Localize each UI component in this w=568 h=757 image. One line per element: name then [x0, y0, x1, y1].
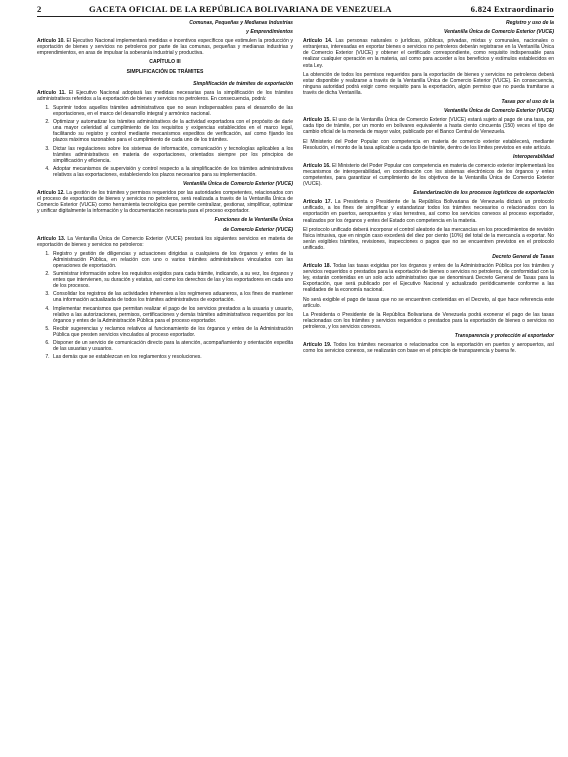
section-heading: de Comercio Exterior (VUCE) — [223, 226, 293, 233]
article-18-paragraph: La Presidenta o Presidente de la República Bolivariana de Venezuela podrá exonerar el pago de las tasas relacionadas con los trámites y servicios requeridos o prestados para la exportación de bienes o servicios no petroleros, y los servicios conexos. — [303, 311, 554, 330]
article-15-paragraph: El Ministerio del Poder Popular con competencia en materia de comercio exterior establecerá, mediante Resolución, el monto de la tasa aplicable a cada tipo de trámite, dentro de los límites previstos en este artículo. — [303, 138, 554, 151]
chapter-number: CAPÍTULO III — [149, 59, 181, 66]
list-item: 7. Las demás que se establezcan en los reglamentos y resoluciones. — [51, 354, 293, 360]
article-label: Artículo 15. — [303, 117, 331, 124]
list-item: 6. Disponer de un servicio de comunicación directo para la atención, acompañamiento y orientación expedita de las usuarias y usuarios. — [51, 340, 293, 352]
section-heading: Transparencia y protección al exportador — [454, 333, 554, 340]
section-heading: Registro y uso de la — [506, 20, 554, 26]
section-heading: Interoperabilidad — [513, 153, 554, 160]
article-label: Artículo 17. — [303, 199, 332, 206]
list-item: 2. Suministrar información sobre los requisitos exigidos para cada trámite, indicando, a su vez, los órganos y entes que intervienen, su duración y estatus, así como los derechos de las y los exportadores en cada uno de los procesos. — [51, 271, 293, 289]
list-item: 5. Recibir sugerencias y reclamos relativos al funcionamiento de los órganos y entes de la Administración Pública que presten servicios vinculados al proceso exportador. — [51, 326, 293, 338]
article-11-list — [37, 105, 293, 178]
article-label: Artículo 16. — [303, 162, 331, 169]
article-10: Artículo 10. El Ejecutivo Nacional implementará medidas e incentivos específicos que estimulen la producción y exportación de bienes y servicios no petroleros por parte de las comunas, pequeñas y medianas industrias y emprendimientos, en aras de impulsar la soberanía industrial y productiva. — [37, 38, 293, 57]
left-column — [37, 20, 293, 363]
header-rule — [37, 16, 554, 17]
gazette-title: GACETA OFICIAL DE LA REPÚBLICA BOLIVARIANA DE VENEZUELA — [89, 4, 392, 14]
section-heading: Ventanilla Única de Comercio Exterior (VUCE) — [443, 108, 554, 115]
article-19: Artículo 19. Todos los trámites necesarios o relacionados con la exportación en puertos y aeropuertos, así como los servicios conexos, se realizarán con base en el principio de transparencia y buena fe. — [303, 342, 555, 355]
section-heading: Ventanilla Única de Comercio Exterior (VUCE) — [182, 180, 293, 187]
article-label: Artículo 14. — [303, 38, 333, 45]
list-item: 1. Suprimir todos aquellos trámites administrativos que no sean indispensables para el desarrollo de las exportaciones, en el marco del desarrollo integral y armónico nacional. — [51, 105, 293, 117]
list-item: 3. Consolidar los registros de las actividades inherentes a los regímenes aduaneros, a los fines de mantener una información actualizada de todos los trámites administrativos de exportación. — [51, 291, 293, 303]
list-item: 4. Implementar mecanismos que permitan realizar el pago de los servicios prestados a la usuaria y usuario, relativo a las autorizaciones, permisos, certificaciones y demás trámites administrativos requeridos por los órganos y entes de la Administración Pública para el proceso exportador. — [51, 306, 293, 324]
section-heading: Tasas por el uso de la — [501, 99, 554, 106]
article-14: Artículo 14. Las personas naturales o jurídicas, públicas, privadas, mixtas y comunales, nacionales o extranjeras, interesadas en exportar bienes o servicios no petroleros deberán registrarse en la Ventanilla Única de Comercio Exterior (VUCE) y obtener el certificado correspondiente, como requisito indispensable para realizar cualquier operación en la materia, así como para acceder a los beneficios y estímulos establecidos en esta Ley. — [303, 38, 554, 69]
article-11: Artículo 11. El Ejecutivo Nacional adoptará las medidas necesarias para la simplificación de los trámites administrativos referidos a la exportación de bienes y servicios no petroleros. En consecuencia, podrá: — [37, 89, 293, 102]
section-heading: Decreto General de Tasas — [492, 254, 554, 260]
list-item: 2. Optimizar y automatizar los trámites administrativos de la actividad exportadora con el propósito de darle una mayor celeridad al cumplimiento de los requisitos y exigencias establecidos en el marco legal, facilitando su registro y control mediante mecanismos expeditos de verificación, así como fijando los plazos máximos razonables para el cumplimiento de cada uno de los trámites. — [51, 119, 293, 143]
article-label: Artículo 13. — [37, 235, 66, 242]
right-column — [303, 20, 554, 357]
section-heading: Funciones de la Ventanilla Única — [214, 217, 293, 224]
section-heading: Comunas, Pequeñas y Medianas Industrias — [189, 20, 293, 26]
list-item: 3. Dictar las regulaciones sobre los sistemas de información, comunicación y tecnologías aplicables a los trámites administrativos en materia de exportaciones, orientados siempre por los principios de simplificación y eficiencia. — [51, 146, 293, 164]
gazette-header — [37, 4, 554, 16]
page-number: 2 — [37, 4, 42, 14]
article-13-list — [37, 251, 293, 361]
article-label: Artículo 12. — [37, 190, 65, 197]
section-heading: Estandarización de los procesos logísticos de exportación — [413, 190, 554, 197]
article-label: Artículo 19. — [303, 342, 332, 349]
article-13: Artículo 13. La Ventanilla Única de Comercio Exterior (VUCE) prestará los siguientes servicios en materia de exportación de bienes y servicios no petroleros: — [37, 235, 293, 248]
article-label: Artículo 11. — [37, 89, 66, 96]
list-item: 4. Adoptar mecanismos de supervisión y control respecto a la simplificación de los trámites administrativos relativos a las exportaciones, estableciendo los plazos necesarios para su implementación. — [51, 166, 293, 178]
article-label: Artículo 10. — [37, 38, 65, 45]
section-heading: y Emprendimientos — [246, 29, 293, 36]
list-item: 1. Registro y gestión de diligencias y actuaciones dirigidas a cualquiera de los órganos y entes de la Administración Pública, en relación con uno o varios trámites administrativos vinculados con las operaciones de exportación. — [51, 251, 293, 269]
chapter-title: SIMPLIFICACIÓN DE TRÁMITES — [126, 68, 204, 75]
article-17: Artículo 17. La Presidenta o Presidente de la República Bolivariana de Venezuela dictará un protocolo unificado, a los fines de simplificar y estandarizar todos los trámites necesarios o relacionados con la exportación en puertos, aeropuertos y vías terrestres, así como los servicios conexos al proceso exportador, realizados por los órganos y entes del Estado con competencia en la materia. — [303, 199, 554, 224]
edition-label: 6.824 Extraordinario — [470, 4, 554, 14]
article-14-paragraph: La obtención de todos los permisos requeridos para la exportación de bienes y servicios no petroleros deberá estar disponible y realizarse a través de la Ventanilla Única de Comercio Exterior (VUCE). En consecuencia, ninguna autoridad podrá exigir como requisito para la exportación, algún permiso que no pueda tramitarse a través de dicha Ventanilla. — [303, 71, 554, 96]
article-18-paragraph: No será exigible el pago de tasas que no se encuentren contenidas en el Decreto, al que hace referencia este artículo. — [303, 296, 554, 309]
article-16: Artículo 16. El Ministerio del Poder Popular con competencia en materia de comercio exterior implementará los mecanismos de interoperabilidad, en coordinación con los sistemas electrónicos de los órganos y entes competentes, para garantizar el cumplimiento de los objetivos de la Ventanilla Única de Comercio Exterior (VUCE). — [303, 162, 555, 188]
article-15: Artículo 15. El uso de la Ventanilla Única de Comercio Exterior (VUCE) estará sujeto al pago de una tasa, por cada tipo de trámite, por un monto en bolívares equivalente a hasta ciento cincuenta (150) veces el tipo de cambio oficial de la moneda de mayor valor, publicado por el Banco Central de Venezuela. — [303, 117, 554, 136]
article-12: Artículo 12. La gestión de los trámites y permisos requeridos por las autoridades competentes, relacionados con el proceso de exportación de bienes y servicios no petroleros, será realizada a través de la Ventanilla Única de Comercio Exterior (VUCE) como herramienta tecnológica que permite centralizar, gestionar, simplificar, optimizar y unificar digitalmente la información y la documentación necesaria para el proceso exportador. — [37, 190, 293, 215]
article-label: Artículo 18. — [303, 263, 331, 270]
section-heading: Simplificación de trámites de exportación — [193, 80, 293, 87]
section-heading: Ventanilla Única de Comercio Exterior (VUCE) — [443, 29, 554, 36]
article-18: Artículo 18. Todas las tasas exigidas por los órganos y entes de la Administración Pública por los trámites y servicios requeridos o prestados para la exportación de bienes o servicios no petroleros, de conformidad con la ley, estarán contenidas en un solo acto administrativo que se denominará Decreto General de Tasas para la Exportación, que será publicado por el Ejecutivo Nacional y actualizado periódicamente conforme a las realidades de la economía nacional. — [303, 263, 554, 294]
article-17-paragraph: El protocolo unificado deberá incorporar el control aleatorio de las mercancías en los procedimientos de revisión física intrusiva, que en ningún caso excederá del diez por ciento (10%) del total de la mercancía a exportar. No serán exigibles trámites, revisiones, inspecciones o pagos que no se encuentren previstos en el protocolo unificado. — [303, 226, 554, 251]
